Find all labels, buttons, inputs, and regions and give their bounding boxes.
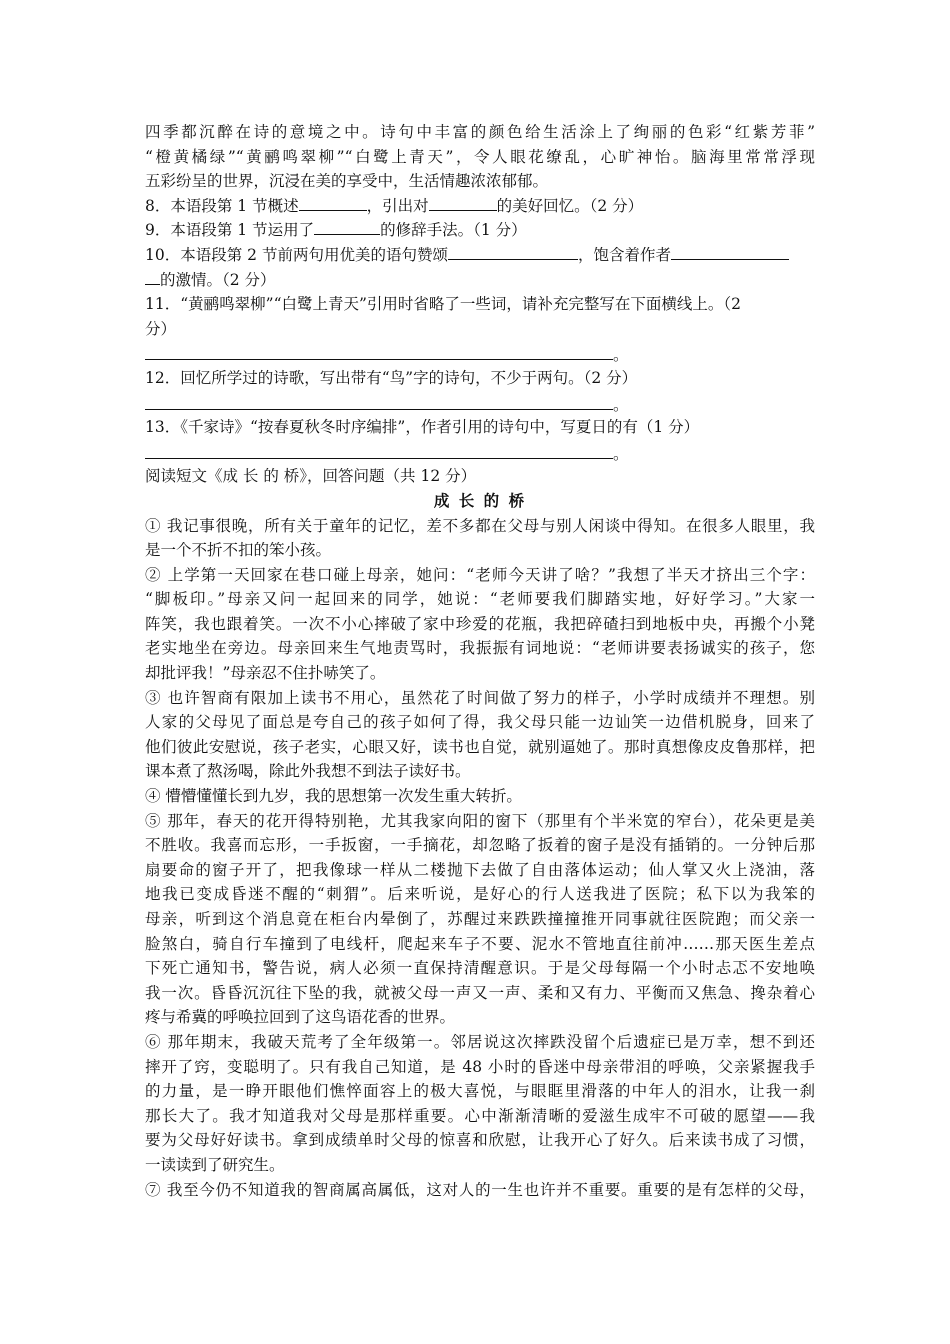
reading-line: 扇要命的窗子开了，把我像球一样从二楼抛下去做了自由落体运动；仙人掌又火上浇油，落 <box>145 860 815 879</box>
reading-line: 疼与希冀的呼唤拉回到了这鸟语花香的世界。 <box>145 1008 456 1027</box>
intro-line: “橙黄橘绿”“黄鹂鸣翠柳”“白鹭上青天”，令人眼花缭乱，心旷神怡。脑海里常常浮现 <box>145 147 815 166</box>
question-8: 8．本语段第 1 节概述 ，引出对 的美好回忆。（2 分） <box>145 194 815 219</box>
reading-line: 他们彼此安慰说，孩子老实，心眼又好，读书也自觉，就别逼她了。那时真想像皮皮鲁那样，把 <box>145 737 815 756</box>
reading-line: 下死亡通知书，警告说，病人必须一直保持清醒意识。于是父母每隔一个小时忐忑不安地唤 <box>145 959 815 978</box>
question-11-cont: 分） <box>145 319 177 338</box>
answer-blank[interactable] <box>145 440 613 459</box>
answer-blank[interactable] <box>145 341 613 360</box>
reading-line: ② 上学第一天回家在巷口碰上母亲，她问：“老师今天讲了啥？”我想了半天才挤出三个字： <box>145 565 815 584</box>
answer-blank[interactable] <box>145 391 613 410</box>
intro-line: 五彩纷呈的世界，沉浸在美的享受中，生活情趣浓浓郁郁。 <box>145 172 549 191</box>
intro-line: 四季都沉醉在诗的意境之中。诗句中丰富的颜色给生活涂上了绚丽的色彩“红紫芳菲” <box>145 123 815 141</box>
question-11: 11．“黄鹂鸣翠柳”“白鹭上青天”引用时省略了一些词，请补充完整写在下面横线上。（2 <box>145 295 742 314</box>
reading-line: ⑦ 我至今仍不知道我的智商属高属低，这对人的一生也许并不重要。重要的是有怎样的父母， <box>145 1180 815 1199</box>
reading-line: 一读读到了研究生。 <box>145 1155 285 1174</box>
answer-blank[interactable] <box>314 218 380 235</box>
question-12: 12．回忆所学过的诗歌，写出带有“鸟”字的诗句，不少于两句。（2 分） <box>145 368 638 387</box>
reading-line: 脸煞白，骑自行车撞到了电线杆，爬起来车子不要、泥水不管地直往前冲……那天医生差点 <box>145 934 815 953</box>
reading-title: 成 长 的 桥 <box>433 491 527 510</box>
reading-line: 我一次。昏昏沉沉往下坠的我，就被父母一声又一声、柔和又有力、平衡而又焦急、搀杂着心 <box>145 983 815 1002</box>
reading-line: 的力量，是一睁开眼他们憔悴面容上的极大喜悦，与眼眶里滑落的中年人的泪水，让我一刹 <box>145 1082 815 1101</box>
question-9: 9．本语段第 1 节运用了 的修辞手法。（1 分） <box>145 218 815 243</box>
reading-line: 要为父母好好读书。拿到成绩单时父母的惊喜和欣慰，让我开心了好久。后来读书成了习惯， <box>145 1131 815 1150</box>
answer-blank[interactable] <box>429 194 497 211</box>
reading-line: 地我已变成昏迷不醒的“刺猬”。后来听说，是好心的行人送我进了医院；私下以为我笨的 <box>145 885 815 904</box>
answer-blank[interactable] <box>671 243 789 260</box>
reading-line: 摔开了窍，变聪明了。只有我自己知道，是 48 小时的昏迷中母亲带泪的呼唤，父亲紧握我手 <box>145 1057 815 1076</box>
reading-line: 母亲，听到这个消息竟在柜台内晕倒了，苏醒过来跌跌撞撞推开同事就往医院跑；而父亲一 <box>145 910 815 928</box>
question-10-cont: 的激情。（2 分） <box>145 268 815 293</box>
question-10: 10．本语段第 2 节前两句用优美的语句赞颂 ，饱含着作者 <box>145 243 815 268</box>
reading-line: ⑤ 那年，春天的花开得特别艳，尤其我家向阳的窗下（那里有个半米宽的窄台），花朵更是美 <box>145 811 815 830</box>
reading-line: ⑥ 那年期末，我破天荒考了全年级第一。邻居说这次摔跌没留个后遗症已是万幸，想不到还 <box>145 1032 815 1051</box>
reading-line: 课本煮了熬汤喝，除此外我想不到法子读好书。 <box>145 762 471 781</box>
reading-line: ③ 也许智商有限加上读书不用心，虽然花了时间做了努力的样子，小学时成绩并不理想。别 <box>145 688 815 707</box>
reading-line: ④ 懵懵懂懂长到九岁，我的思想第一次发生重大转折。 <box>145 787 522 806</box>
question-13: 13．《千家诗》“按春夏秋冬时序编排”，作者引用的诗句中，写夏日的有（1 分） <box>145 418 700 437</box>
answer-line: 。 <box>145 341 815 366</box>
reading-instruction: 阅读短文《成 长 的 桥》，回答问题（共 12 分） <box>145 467 477 486</box>
document-page <box>145 120 815 1202</box>
answer-blank[interactable] <box>299 194 367 211</box>
reading-line: 却批评我！”母亲忍不住扑哧笑了。 <box>145 664 386 683</box>
answer-blank[interactable] <box>145 268 160 285</box>
reading-line: 人家的父母见了面总是夸自己的孩子如何了得，我父母只能一边讪笑一边借机脱身，回来了 <box>145 713 815 732</box>
answer-line: 。 <box>145 440 815 465</box>
reading-line: 不胜收。我喜而忘形，一手扳窗，一手摘花，却忽略了扳着的窗子是没有插销的。一分钟后那 <box>145 836 815 855</box>
answer-blank[interactable] <box>448 243 578 260</box>
reading-line: 是一个不折不扣的笨小孩。 <box>145 541 332 560</box>
reading-line: ① 我记事很晚，所有关于童年的记忆，差不多都在父母与别人闲谈中得知。在很多人眼里，我 <box>145 516 815 535</box>
reading-line: 那长大了。我才知道我对父母是那样重要。心中渐渐清晰的爱滋生成牢不可破的愿望——我 <box>145 1106 815 1125</box>
reading-line: 老实地坐在旁边。母亲回来生气地责骂时，我振振有词地说：“老师讲要表扬诚实的孩子，您 <box>145 639 815 658</box>
answer-line: 。 <box>145 391 815 416</box>
intro-passage <box>145 120 815 194</box>
reading-body <box>145 514 815 1203</box>
reading-line: “脚板印。”母亲又问一起回来的同学，她说：“老师要我们脚踏实地，好好学习。”大家一 <box>145 590 815 609</box>
reading-line: 阵笑，我也跟着笑。一次不小心摔破了家中珍爱的花瓶，我把碎碴扫到地板中央，再搬个小凳 <box>145 614 815 633</box>
